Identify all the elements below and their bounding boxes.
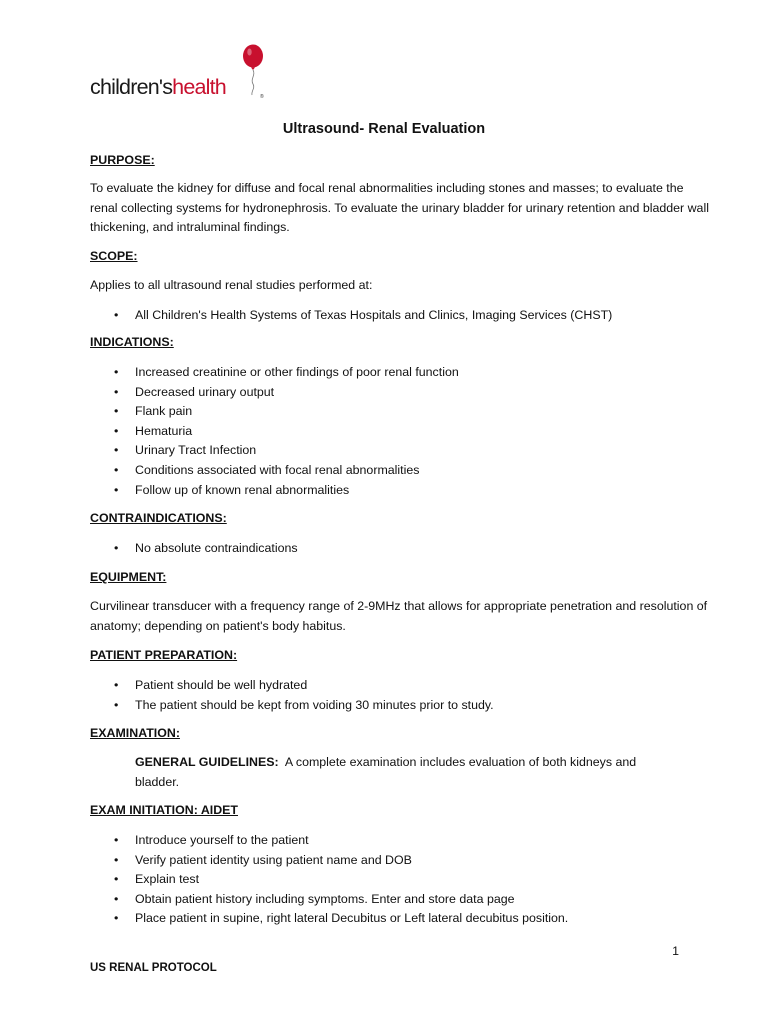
indications-heading: INDICATIONS: [90, 335, 174, 349]
list-item [90, 363, 459, 383]
general-guidelines-label: GENERAL GUIDELINES: [135, 755, 279, 769]
bullet-icon: • [114, 891, 119, 906]
list-item-text: All Children's Health Systems of Texas Hospitals and Clinics, Imaging Services (CHST) [135, 308, 613, 322]
general-guidelines [135, 753, 655, 792]
list-item [90, 422, 459, 442]
list-item-text: The patient should be kept from voiding 30 minutes prior to study. [135, 697, 494, 712]
list-item [90, 851, 568, 871]
list-item-text: Obtain patient history including symptoms. Enter and store data page [135, 891, 515, 906]
bullet-icon: • [114, 872, 119, 887]
scope-text: Applies to all ultrasound renal studies performed at: [90, 278, 373, 292]
list-item-text: Decreased urinary output [135, 384, 275, 399]
equipment-text: Curvilinear transducer with a frequency range of 2-9MHz that allows for appropriate penetration and resolution of anatomy; depending on patient's body habitus. [90, 599, 708, 633]
bullet-icon: • [114, 541, 119, 555]
exam-initiation-list [90, 831, 568, 929]
list-item-text: Flank pain [135, 404, 193, 419]
list-item-text: No absolute contraindications [135, 541, 298, 555]
equipment-heading: EQUIPMENT: [90, 570, 167, 584]
footer-text: US RENAL PROTOCOL [90, 962, 217, 974]
list-item-text: Follow up of known renal abnormalities [135, 482, 350, 497]
registered-mark: ® [260, 94, 264, 100]
list-item [90, 890, 568, 910]
bullet-icon: • [114, 365, 119, 379]
logo-word-health: health [172, 75, 226, 99]
bullet-icon: • [114, 911, 119, 926]
list-item [90, 539, 298, 559]
document-title: Ultrasound- Renal Evaluation [282, 121, 486, 137]
contraindications-heading: CONTRAINDICATIONS: [90, 511, 227, 525]
bullet-icon: • [114, 482, 119, 497]
list-item-text: Increased creatinine or other findings of poor renal function [135, 365, 459, 379]
bullet-icon: • [114, 678, 119, 692]
childrens-health-logo [90, 44, 270, 102]
examination-heading: EXAMINATION: [90, 726, 180, 740]
heading-colon: : [232, 648, 238, 662]
purpose-heading: PURPOSE: [90, 153, 155, 167]
logo-word-childrens: children's [90, 75, 173, 99]
contraindications-list [90, 539, 298, 559]
general-guidelines-text: A complete examination includes evaluation of both kidneys and bladder. [135, 755, 637, 789]
list-item-text: Urinary Tract Infection [135, 443, 257, 458]
patient-preparation-heading [90, 648, 237, 662]
bullet-icon: • [114, 697, 119, 712]
list-item-text: Patient should be well hydrated [135, 678, 308, 692]
list-item-text: Conditions associated with focal renal abnormalities [135, 462, 420, 477]
list-item [90, 402, 459, 422]
list-item-text: Verify patient identity using patient name and DOB [135, 852, 412, 867]
list-item [90, 831, 568, 851]
list-item-text: Hematuria [135, 423, 193, 438]
list-item [90, 909, 568, 929]
list-item [90, 383, 459, 403]
bullet-icon: • [114, 423, 119, 438]
patient-preparation-list [90, 676, 494, 715]
list-item [90, 441, 459, 461]
list-item [90, 461, 459, 481]
page-number: 1 [672, 944, 679, 958]
logo-wordmark [90, 77, 226, 99]
patient-preparation-heading-text: PATIENT PREPARATION [90, 648, 233, 662]
bullet-icon: • [114, 852, 119, 867]
list-item [90, 306, 612, 326]
list-item-text: Place patient in supine, right lateral Decubitus or Left lateral decubitus position. [135, 911, 569, 926]
bullet-icon: • [114, 404, 119, 419]
list-item-text: Introduce yourself to the patient [135, 833, 309, 847]
list-item [90, 676, 494, 696]
purpose-text: To evaluate the kidney for diffuse and focal renal abnormalities including stones and masses; to evaluate the renal collecting systems for hydronephrosis. To evaluate the urinary bladder for urinary retention and bladder wall thickening, and intraluminal findings. [90, 181, 709, 235]
bullet-icon: • [114, 384, 119, 399]
indications-list [90, 363, 459, 500]
list-item [90, 870, 568, 890]
scope-heading: SCOPE: [90, 249, 138, 263]
bullet-icon: • [114, 443, 119, 458]
bullet-icon: • [114, 308, 119, 322]
bullet-icon: • [114, 462, 119, 477]
scope-list [90, 306, 612, 326]
bullet-icon: • [114, 833, 119, 847]
list-item [90, 481, 459, 501]
list-item [90, 696, 494, 716]
exam-initiation-heading: EXAM INITIATION: AIDET [90, 803, 238, 817]
list-item-text: Explain test [135, 872, 200, 887]
